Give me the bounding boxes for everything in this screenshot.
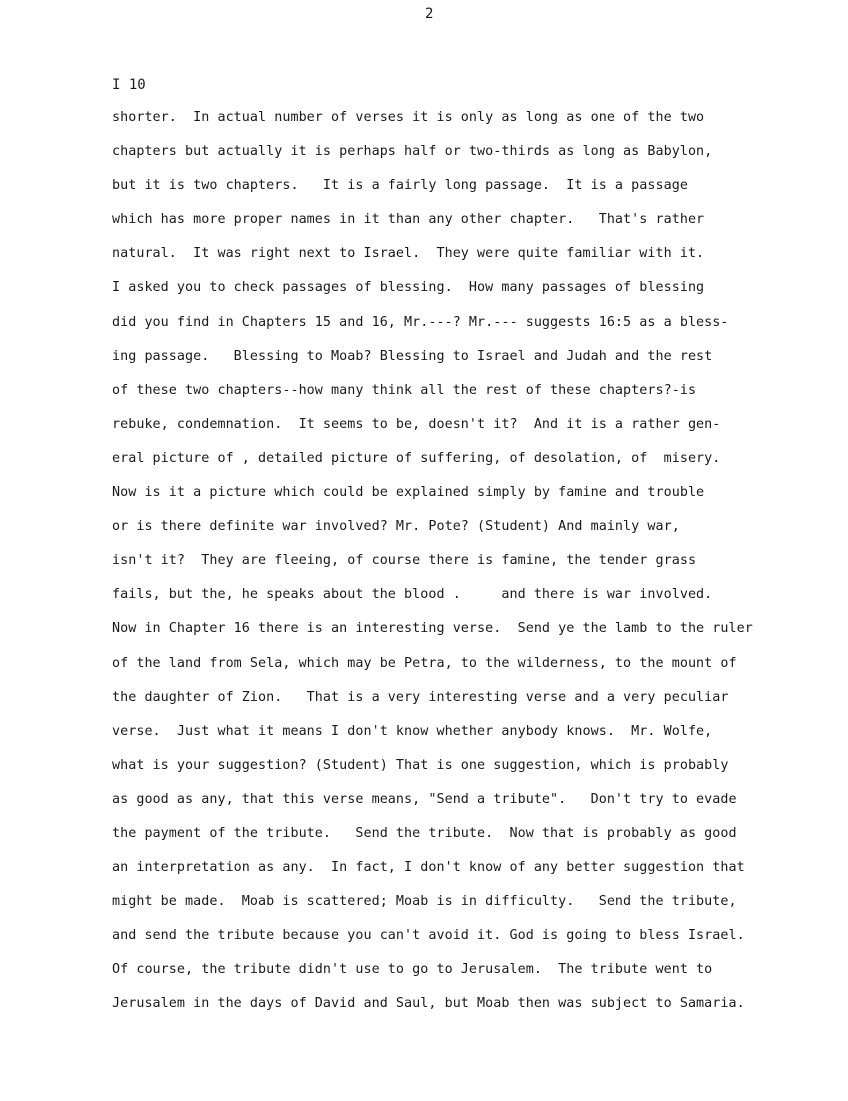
text-line: shorter. In actual number of verses it is only as long as one of the two bbox=[112, 110, 705, 125]
text-line: Now in Chapter 16 there is an interesting verse. Send ye the lamb to the ruler bbox=[112, 621, 753, 637]
text-line: which has more proper names in it than any other chapter. That's rather bbox=[112, 212, 705, 228]
text-line: natural. It was right next to Israel. They were quite familiar with it. bbox=[112, 246, 705, 262]
text-line: I asked you to check passages of blessing. How many passages of blessing bbox=[112, 280, 705, 296]
text-line: what is your suggestion? (Student) That is one suggestion, which is probably bbox=[112, 757, 729, 773]
text-line: as good as any, that this verse means, "Send a tribute". Don't try to evade bbox=[112, 791, 737, 807]
text-line: eral picture of , detailed picture of suffering, of desolation, of misery. bbox=[112, 450, 721, 466]
text-line: of the land from Sela, which may be Petra, to the wilderness, to the mount of bbox=[112, 655, 737, 671]
text-line: and send the tribute because you can't avoid it. God is going to bless Israel. bbox=[112, 928, 745, 944]
text-line: of these two chapters--how many think all the rest of these chapters?-is bbox=[112, 382, 697, 398]
text-line: Now is it a picture which could be explained simply by famine and trouble bbox=[112, 485, 705, 501]
section-marker: I 10 bbox=[112, 77, 146, 93]
text-line: isn't it? They are fleeing, of course there is famine, the tender grass bbox=[112, 553, 697, 569]
text-line: the daughter of Zion. That is a very interesting verse and a very peculiar bbox=[112, 689, 729, 705]
text-line: or is there definite war involved? Mr. Pote? (Student) And mainly war, bbox=[112, 519, 680, 535]
text-line: but it is two chapters. It is a fairly long passage. It is a passage bbox=[112, 178, 688, 194]
text-line: the payment of the tribute. Send the tribute. Now that is probably as good bbox=[112, 825, 737, 841]
text-line: an interpretation as any. In fact, I don't know of any better suggestion that bbox=[112, 860, 745, 876]
text-line: Of course, the tribute didn't use to go to Jerusalem. The tribute went to bbox=[112, 962, 713, 978]
body-text bbox=[112, 108, 812, 1029]
text-line: chapters but actually it is perhaps half or two-thirds as long as Babylon, bbox=[112, 144, 713, 160]
page-number: 2 bbox=[425, 6, 434, 22]
text-line: might be made. Moab is scattered; Moab is in difficulty. Send the tribute, bbox=[112, 894, 737, 910]
text-line: Jerusalem in the days of David and Saul, but Moab then was subject to Samaria. bbox=[112, 996, 745, 1012]
text-line: fails, but the, he speaks about the blood . and there is war involved. bbox=[112, 587, 713, 603]
text-line: rebuke, condemnation. It seems to be, doesn't it? And it is a rather gen- bbox=[112, 416, 721, 432]
text-line: verse. Just what it means I don't know whether anybody knows. Mr. Wolfe, bbox=[112, 723, 713, 739]
text-line: did you find in Chapters 15 and 16, Mr.---? Mr.--- suggests 16:5 as a bless- bbox=[112, 314, 729, 330]
text-line: ing passage. Blessing to Moab? Blessing to Israel and Judah and the rest bbox=[112, 348, 713, 364]
